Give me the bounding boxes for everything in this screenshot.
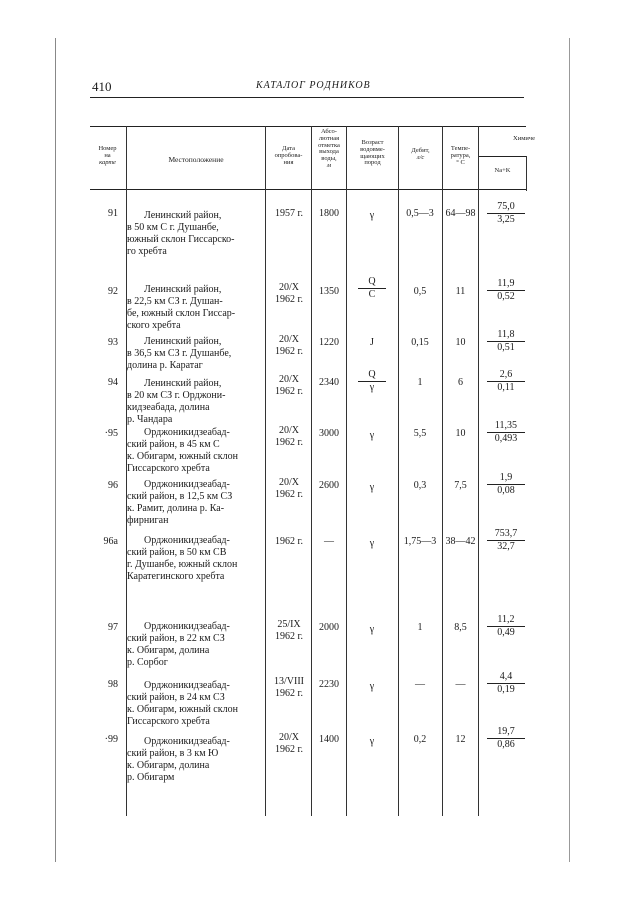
row-location: Орджоникидзеабад- ский район, в 24 км СЗ к. Обигарм, южный склон Гиссарского хребта [127,680,238,727]
row-altitude: 1350 [319,286,339,297]
row-age: J [370,337,374,348]
row-temperature: 38—42 [445,536,476,547]
col-date-header: Дата опробова- ния [274,145,303,166]
row-location: Орджоникидзеабад- ский район, в 12,5 км СЗ к. Рамит, долина р. Ка- фирниган [127,479,233,526]
row-temperature: 10 [455,337,466,348]
row-date: 20/X 1962 г. [275,334,303,357]
row-location: Орджоникидзеабад- ский район, в 50 км СВ г. Душанбе, южный склон Каратегинского хребта [127,535,238,582]
row-number: 97 [108,622,118,633]
row-date: 13/VIII 1962 г. [274,676,304,699]
row-location: Ленинский район, в 20 км СЗ г. Орджони- кидзеабада, долина р. Чандара [127,378,226,425]
row-chemistry: 753,7 32,7 [487,528,525,553]
row-temperature: — [455,679,466,690]
row-date: 20/X 1962 г. [275,477,303,500]
row-age: γ [369,624,375,635]
col-location-header: Местоположение [168,155,224,164]
row-chemistry: 11,35 0,493 [487,420,525,445]
row-chemistry: 75,0 3,25 [487,201,525,226]
row-location: Ленинский район, в 22,5 км СЗ г. Душан- бе, южный склон Гиссар- ского хребта [127,284,236,331]
row-number: 94 [108,377,118,388]
row-debit: 1,75—3 [403,536,437,547]
row-temperature: 6 [458,377,463,388]
col-age-header: Возраст водовме- щающих пород [360,139,385,167]
row-age: $\frac{Q}{C}$ [348,276,396,301]
row-temperature: 10 [455,428,466,439]
row-number: 96а [103,536,118,547]
row-altitude: 1220 [319,337,339,348]
row-date: 20/X 1962 г. [275,282,303,305]
row-age: $\frac{Q}{\gamma}$ [348,369,396,394]
row-altitude: 1400 [319,734,339,745]
row-chemistry: 11,2 0,49 [487,614,525,639]
row-age: γ [369,736,375,747]
running-title: КАТАЛОГ РОДНИКОВ [256,80,371,91]
col-na-k-header: Na+K [494,167,511,174]
row-date: 20/X 1962 г. [275,374,303,397]
chem-subheader-rule [479,156,526,157]
scan-edge-left [55,38,56,862]
row-debit: 1 [417,377,423,388]
col-debit-header: Дебит, л/с [411,147,430,161]
row-altitude: 2230 [319,679,339,690]
header-bottom-rule [90,189,526,190]
row-temperature: 12 [455,734,466,745]
col-temperature-header: Темпе- ратура, ° С [450,145,471,166]
row-number: ·95 [104,428,118,439]
row-age: γ [369,210,375,221]
row-debit: — [415,679,425,690]
row-debit: 0,5 [413,286,427,297]
row-date: 20/X 1962 г. [275,732,303,755]
row-number: 98 [108,679,118,690]
row-chemistry: 2,6 0,11 [487,369,525,394]
row-debit: 1 [417,622,423,633]
row-altitude: — [324,536,334,547]
row-location: Орджоникидзеабад- ский район, в 22 км СЗ к. Обигарм, долина р. Сорбог [127,621,230,668]
row-chemistry: 11,8 0,51 [487,329,525,354]
row-number: 92 [108,286,118,297]
col-chemistry-header: Химиче [513,135,535,142]
row-debit: 0,5—3 [406,208,434,219]
row-chemistry: 19,7 0,86 [487,726,525,751]
row-number: 93 [108,337,118,348]
row-date: 1962 г. [275,536,303,547]
row-debit: 0,15 [411,337,429,348]
table-top-rule [90,126,526,127]
row-age: γ [369,430,375,441]
row-altitude: 2340 [319,377,339,388]
scan-edge-right [569,38,570,862]
row-debit: 0,2 [413,734,427,745]
col-number-header: Номер на карте [98,145,117,166]
row-temperature: 8,5 [454,622,467,633]
row-temperature: 64—98 [445,208,476,219]
row-date: 1957 г. [275,208,303,219]
page-number: 410 [92,79,112,94]
row-age: γ [369,482,375,493]
row-number: ·99 [104,734,118,745]
row-altitude: 1800 [319,208,339,219]
row-location: Ленинский район, в 50 км С г. Душанбе, южный склон Гиссарско- го хребта [127,210,235,257]
row-location: Орджоникидзеабад- ский район, в 3 км Ю к. Обигарм, долина р. Обигарм [127,736,230,783]
title-rule [90,97,524,98]
row-temperature: 7,5 [454,480,467,491]
row-number: 91 [108,208,118,219]
row-date: 20/X 1962 г. [275,425,303,448]
row-altitude: 3000 [319,428,339,439]
row-altitude: 2000 [319,622,339,633]
row-age: γ [369,681,375,692]
row-location: Ленинский район, в 36,5 км СЗ г. Душанбе, долина р. Каратаг [127,336,232,371]
row-chemistry: 1,9 0,08 [487,472,525,497]
row-chemistry: 11,9 0,52 [487,278,525,303]
row-age: γ [369,538,375,549]
row-number: 96 [108,480,118,491]
row-chemistry: 4,4 0,19 [487,671,525,696]
row-debit: 5,5 [413,428,427,439]
row-debit: 0,3 [413,480,427,491]
row-temperature: 11 [455,286,466,297]
row-location: Орджоникидзеабад- ский район, в 45 км С к. Обигарм, южный склон Гиссарского хребта [127,427,238,474]
col-altitude-header: Абсо- лютная отметка выхода воды, м [318,128,340,170]
row-altitude: 2600 [319,480,339,491]
row-date: 25/IX 1962 г. [275,619,303,642]
